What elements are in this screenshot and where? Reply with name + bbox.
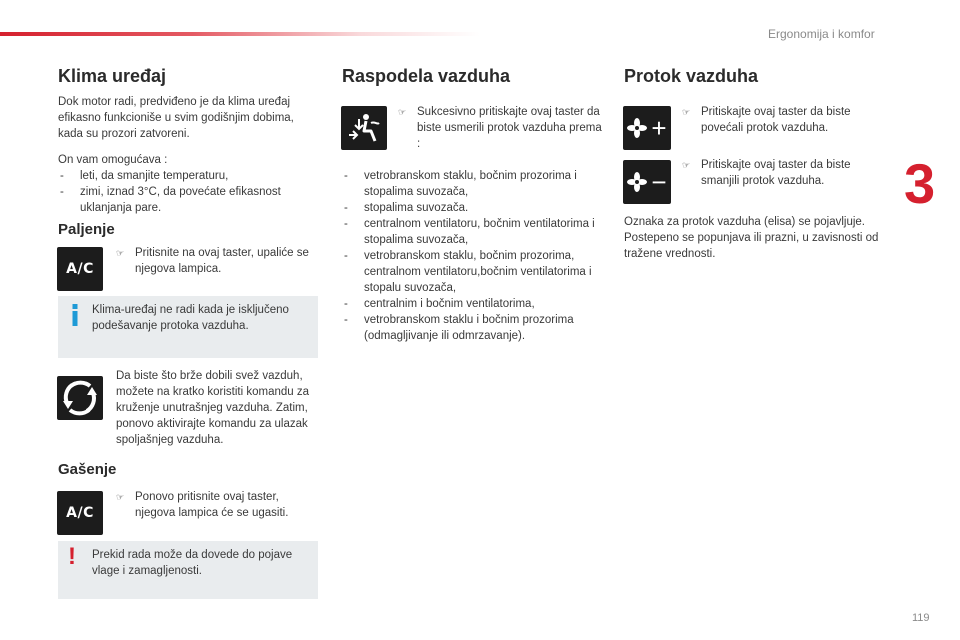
list-item: - stopalima suvozača. (342, 200, 606, 216)
recirculation-icon (61, 379, 99, 417)
list-item: - vetrobranskom staklu i bočnim prozorima (odmagljivanje ili odmrzavanje). (342, 312, 606, 344)
gasenje-title: Gašenje (58, 461, 117, 478)
list-item: - zimi, iznad 3°C, da povećate efikasnost uklanjanja pare. (58, 184, 320, 216)
warning-note-text: Prekid rada može da dovede do pojave vlage i zamagljenosti. (92, 549, 293, 577)
air-distribution-instruction: ☞ Sukcesivno pritiskajte ovaj taster da biste usmerili protok vazduha prema : (398, 106, 602, 150)
protok-title: Protok vazduha (624, 66, 759, 86)
info-icon (70, 304, 80, 326)
fan-icon (627, 172, 647, 192)
section-title: Ergonomija i komfor (768, 27, 875, 41)
minus-icon: − (651, 167, 667, 197)
list-item: - vetrobranskom staklu, bočnim prozorima, centralnom ventilatoru,bočnim ventilatorima i stopalu suvozača, (342, 248, 606, 296)
header-accent-bar (0, 32, 480, 36)
info-note-text: Klima-uređaj ne radi kada je isključeno podešavanje protoka vazduha. (92, 304, 289, 332)
recirculation-button[interactable] (57, 376, 103, 420)
page-number: 119 (912, 612, 930, 624)
warning-note (58, 541, 318, 599)
klima-intro: Dok motor radi, predviđeno je da klima uređaj efikasno funkcioniše u svim godišnjim dobima, kada su prozori zatvoreni. (58, 96, 294, 140)
fan-increase-button[interactable] (623, 106, 671, 150)
warning-icon: ! (68, 543, 76, 570)
list-item: - centralnom ventilatoru, bočnim ventilatorima i stopalima suvozača, (342, 216, 606, 248)
hand-pointer-icon: ☞ (116, 248, 125, 258)
ac-off-instruction: ☞ Ponovo pritisnite ovaj taster, njegova lampica će se ugasiti. (116, 491, 289, 519)
list-item: - vetrobranskom staklu, bočnim prozorima i stopalima suvozača, (342, 168, 606, 200)
enables-list (58, 168, 320, 216)
enables-label: On vam omogućava : (58, 154, 168, 166)
info-note (58, 296, 318, 358)
fan-increase-instruction: ☞ Pritiskajte ovaj taster da biste povećali protok vazduha. (682, 106, 851, 134)
chapter-number: 3 (904, 152, 936, 215)
list-item: - centralnim i bočnim ventilatorima, (342, 296, 606, 312)
fan-decrease-button[interactable] (623, 160, 671, 204)
air-distribution-button[interactable] (341, 106, 387, 150)
klima-title: Klima uređaj (58, 66, 167, 86)
ac-label: A/C (66, 261, 94, 277)
ac-on-instruction: ☞ Pritisnite na ovaj taster, upaliće se njegova lampica. (116, 247, 309, 275)
hand-pointer-icon: ☞ (682, 160, 691, 170)
fan-icon (627, 118, 647, 138)
plus-icon: + (651, 113, 667, 143)
recirculation-text: Da biste što brže dobili svež vazduh, možete na kratko koristiti komandu za kruženje unutrašnjeg vazduha. Zatim, ponovo aktivirajte komandu za ulazak spoljašnjeg vazduha. (116, 370, 310, 446)
hand-pointer-icon: ☞ (682, 107, 691, 117)
ac-off-button[interactable] (57, 491, 103, 535)
list-item: - leti, da smanjite temperaturu, (58, 168, 320, 184)
fan-description: Oznaka za protok vazduha (elisa) se pojavljuje. Postepeno se popunjava ili prazni, u zavisnosti od tražene vrednosti. (624, 216, 879, 260)
ac-label: A/C (66, 505, 94, 521)
ac-on-button[interactable] (57, 247, 103, 291)
hand-pointer-icon: ☞ (116, 492, 125, 502)
paljenje-title: Paljenje (58, 221, 115, 238)
distribution-options-list (342, 168, 606, 344)
raspodela-title: Raspodela vazduha (342, 66, 511, 86)
hand-pointer-icon: ☞ (398, 107, 407, 117)
fan-decrease-instruction: ☞ Pritiskajte ovaj taster da biste smanjili protok vazduha. (682, 159, 851, 187)
air-distribution-icon (345, 111, 383, 145)
